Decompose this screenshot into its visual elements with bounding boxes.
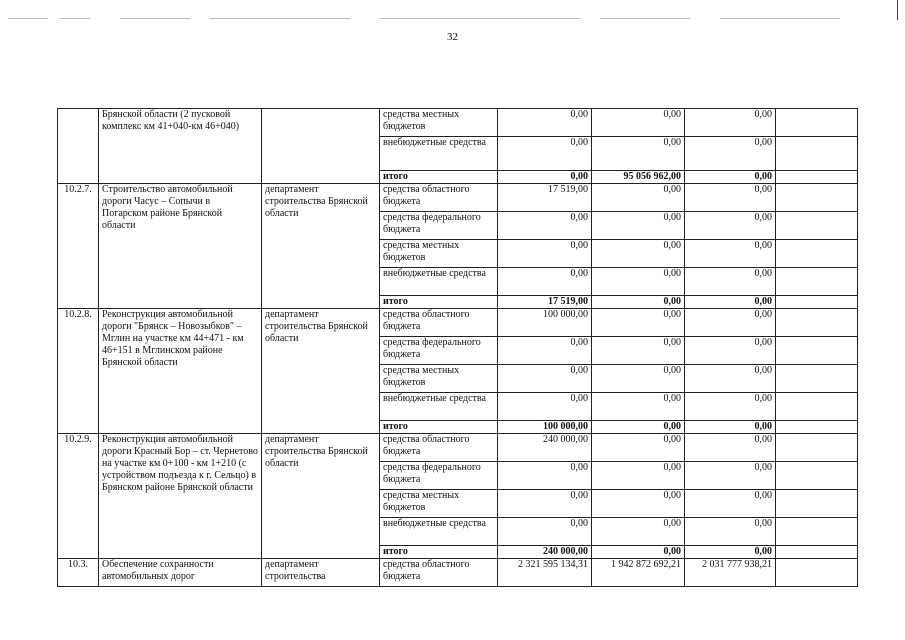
item-name: Реконструкция автомобильной дороги "Брянск – Новозыбков" – Мглин на участке км 44+471 - км 46+151 в Мглинском районе Брянской области bbox=[99, 309, 262, 434]
empty-cell bbox=[776, 434, 858, 462]
item-executor: департамент строительства Брянской области bbox=[262, 309, 380, 434]
amount-year-3: 0,00 bbox=[685, 212, 776, 240]
amount-year-1: 0,00 bbox=[498, 240, 592, 268]
funding-source: средства федерального бюджета bbox=[380, 337, 498, 365]
empty-cell bbox=[776, 268, 858, 296]
amount-year-3: 0,00 bbox=[685, 434, 776, 462]
funding-source: внебюджетные средства bbox=[380, 268, 498, 296]
funding-source: внебюджетные средства bbox=[380, 518, 498, 546]
amount-year-3: 0,00 bbox=[685, 518, 776, 546]
funding-source: средства местных бюджетов bbox=[380, 365, 498, 393]
table-row bbox=[58, 559, 858, 587]
amount-year-3: 0,00 bbox=[685, 109, 776, 137]
amount-year-2: 0,00 bbox=[592, 296, 685, 309]
empty-cell bbox=[776, 212, 858, 240]
amount-year-3: 0,00 bbox=[685, 490, 776, 518]
table-row bbox=[58, 309, 858, 337]
amount-year-1: 0,00 bbox=[498, 137, 592, 171]
amount-year-3: 0,00 bbox=[685, 240, 776, 268]
amount-year-1: 100 000,00 bbox=[498, 309, 592, 337]
amount-year-1: 240 000,00 bbox=[498, 546, 592, 559]
item-code: 10.2.7. bbox=[58, 184, 99, 309]
empty-cell bbox=[776, 137, 858, 171]
amount-year-2: 0,00 bbox=[592, 434, 685, 462]
item-executor bbox=[262, 109, 380, 184]
table-row bbox=[58, 109, 858, 137]
funding-source: итого bbox=[380, 421, 498, 434]
item-code: 10.2.9. bbox=[58, 434, 99, 559]
item-name: Строительство автомобильной дороги Часус – Сопычи в Погарском районе Брянской области bbox=[99, 184, 262, 309]
empty-cell bbox=[776, 337, 858, 365]
item-name: Брянской области (2 пусковой комплекс км 41+040-км 46+040) bbox=[99, 109, 262, 184]
amount-year-2: 0,00 bbox=[592, 518, 685, 546]
funding-source: итого bbox=[380, 296, 498, 309]
amount-year-3: 0,00 bbox=[685, 171, 776, 184]
empty-cell bbox=[776, 559, 858, 587]
amount-year-2: 0,00 bbox=[592, 546, 685, 559]
amount-year-2: 1 942 872 692,21 bbox=[592, 559, 685, 587]
item-code: 10.2.8. bbox=[58, 309, 99, 434]
amount-year-2: 0,00 bbox=[592, 462, 685, 490]
item-executor: департамент строительства bbox=[262, 559, 380, 587]
page-number: 32 bbox=[447, 31, 458, 43]
amount-year-1: 0,00 bbox=[498, 268, 592, 296]
funding-source: средства федерального бюджета bbox=[380, 212, 498, 240]
funding-source: средства областного бюджета bbox=[380, 184, 498, 212]
budget-table-body bbox=[58, 109, 858, 587]
amount-year-1: 0,00 bbox=[498, 171, 592, 184]
funding-source: средства федерального бюджета bbox=[380, 462, 498, 490]
funding-source: внебюджетные средства bbox=[380, 393, 498, 421]
amount-year-2: 0,00 bbox=[592, 109, 685, 137]
amount-year-2: 0,00 bbox=[592, 268, 685, 296]
item-code bbox=[58, 109, 99, 184]
funding-source: итого bbox=[380, 546, 498, 559]
amount-year-1: 240 000,00 bbox=[498, 434, 592, 462]
amount-year-2: 0,00 bbox=[592, 184, 685, 212]
item-executor: департамент строительства Брянской области bbox=[262, 184, 380, 309]
amount-year-1: 0,00 bbox=[498, 490, 592, 518]
scan-header-line bbox=[0, 8, 905, 22]
empty-cell bbox=[776, 421, 858, 434]
amount-year-3: 0,00 bbox=[685, 337, 776, 365]
funding-source: средства местных бюджетов bbox=[380, 240, 498, 268]
item-name: Реконструкция автомобильной дороги Красный Бор – ст. Чернетово на участке км 0+100 - км 1+210 (с устройством подъезда к г. Сельцо) в Брянском районе Брянской области bbox=[99, 434, 262, 559]
amount-year-1: 0,00 bbox=[498, 365, 592, 393]
funding-source: средства областного бюджета bbox=[380, 434, 498, 462]
empty-cell bbox=[776, 309, 858, 337]
scan-edge-mark bbox=[897, 0, 898, 20]
amount-year-2: 0,00 bbox=[592, 490, 685, 518]
amount-year-3: 0,00 bbox=[685, 421, 776, 434]
amount-year-1: 0,00 bbox=[498, 212, 592, 240]
item-name: Обеспечение сохранности автомобильных дорог bbox=[99, 559, 262, 587]
empty-cell bbox=[776, 518, 858, 546]
table-row bbox=[58, 434, 858, 462]
empty-cell bbox=[776, 490, 858, 518]
funding-source: внебюджетные средства bbox=[380, 137, 498, 171]
budget-table bbox=[57, 108, 858, 587]
amount-year-1: 2 321 595 134,31 bbox=[498, 559, 592, 587]
empty-cell bbox=[776, 365, 858, 393]
amount-year-3: 0,00 bbox=[685, 184, 776, 212]
empty-cell bbox=[776, 240, 858, 268]
empty-cell bbox=[776, 296, 858, 309]
empty-cell bbox=[776, 171, 858, 184]
amount-year-3: 0,00 bbox=[685, 268, 776, 296]
amount-year-2: 0,00 bbox=[592, 212, 685, 240]
funding-source: средства местных бюджетов bbox=[380, 109, 498, 137]
amount-year-2: 0,00 bbox=[592, 393, 685, 421]
amount-year-1: 0,00 bbox=[498, 462, 592, 490]
amount-year-2: 0,00 bbox=[592, 309, 685, 337]
amount-year-3: 0,00 bbox=[685, 309, 776, 337]
amount-year-1: 0,00 bbox=[498, 518, 592, 546]
empty-cell bbox=[776, 546, 858, 559]
amount-year-1: 0,00 bbox=[498, 393, 592, 421]
amount-year-2: 95 056 962,00 bbox=[592, 171, 685, 184]
amount-year-2: 0,00 bbox=[592, 137, 685, 171]
amount-year-2: 0,00 bbox=[592, 240, 685, 268]
empty-cell bbox=[776, 109, 858, 137]
amount-year-1: 100 000,00 bbox=[498, 421, 592, 434]
amount-year-3: 0,00 bbox=[685, 393, 776, 421]
amount-year-2: 0,00 bbox=[592, 421, 685, 434]
amount-year-3: 0,00 bbox=[685, 137, 776, 171]
amount-year-3: 0,00 bbox=[685, 296, 776, 309]
amount-year-1: 0,00 bbox=[498, 337, 592, 365]
amount-year-3: 0,00 bbox=[685, 365, 776, 393]
table-row bbox=[58, 184, 858, 212]
empty-cell bbox=[776, 184, 858, 212]
amount-year-1: 0,00 bbox=[498, 109, 592, 137]
funding-source: средства областного бюджета bbox=[380, 309, 498, 337]
item-executor: департамент строительства Брянской области bbox=[262, 434, 380, 559]
amount-year-1: 17 519,00 bbox=[498, 296, 592, 309]
funding-source: средства местных бюджетов bbox=[380, 490, 498, 518]
amount-year-1: 17 519,00 bbox=[498, 184, 592, 212]
amount-year-2: 0,00 bbox=[592, 365, 685, 393]
funding-source: средства областного бюджета bbox=[380, 559, 498, 587]
empty-cell bbox=[776, 393, 858, 421]
item-code: 10.3. bbox=[58, 559, 99, 587]
amount-year-3: 2 031 777 938,21 bbox=[685, 559, 776, 587]
amount-year-3: 0,00 bbox=[685, 462, 776, 490]
empty-cell bbox=[776, 462, 858, 490]
amount-year-3: 0,00 bbox=[685, 546, 776, 559]
amount-year-2: 0,00 bbox=[592, 337, 685, 365]
funding-source: итого bbox=[380, 171, 498, 184]
